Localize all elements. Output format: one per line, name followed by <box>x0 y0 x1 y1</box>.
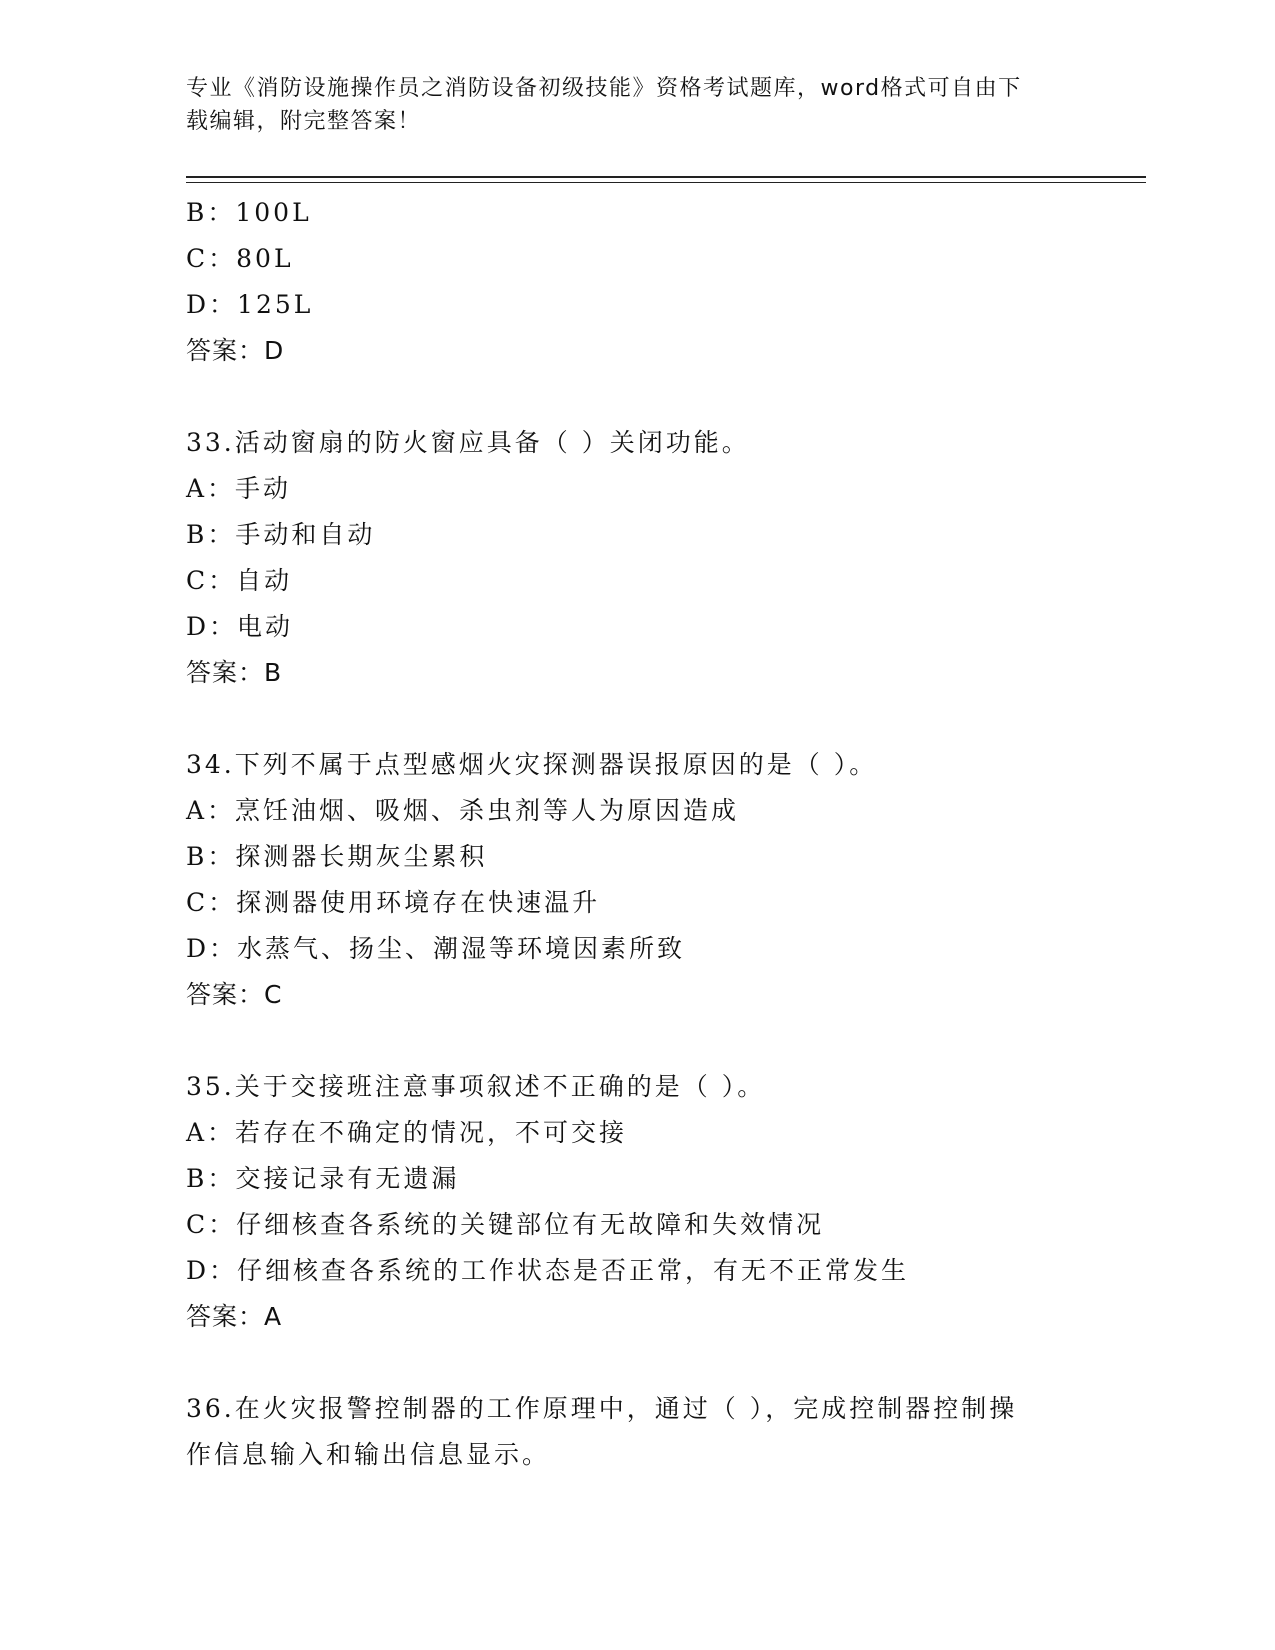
option-d: D：仔细核查各系统的工作状态是否正常，有无不正常发生 <box>186 1256 910 1285</box>
header-rule-thin <box>186 182 1146 183</box>
answer-line: 答案：C <box>186 980 283 1009</box>
option-b: B：交接记录有无遗漏 <box>186 1164 460 1193</box>
option-c: C：探测器使用环境存在快速温升 <box>186 888 601 917</box>
option-b: B：100L <box>186 198 312 227</box>
option-a: A：手动 <box>186 474 292 503</box>
answer-line: 答案：A <box>186 1302 283 1331</box>
option-c: C：自动 <box>186 566 293 595</box>
option-d: D：125L <box>186 290 314 319</box>
answer-line: 答案：B <box>186 658 283 687</box>
option-c: C：仔细核查各系统的关键部位有无故障和失效情况 <box>186 1210 825 1239</box>
question-stem: 33.活动窗扇的防火窗应具备（ ）关闭功能。 <box>186 428 750 457</box>
question-stem-36 <box>186 1386 1146 1478</box>
option-a: A：若存在不确定的情况，不可交接 <box>186 1118 628 1147</box>
question-stem: 35.关于交接班注意事项叙述不正确的是（ ）。 <box>186 1072 766 1101</box>
header-line-2: 载编辑，附完整答案！ <box>186 109 422 134</box>
option-b: B：手动和自动 <box>186 520 376 549</box>
option-c: C：80L <box>186 244 294 273</box>
question-content <box>186 190 1146 1478</box>
option-d: D：水蒸气、扬尘、潮湿等环境因素所致 <box>186 934 686 963</box>
question-stem: 34.下列不属于点型感烟火灾探测器误报原因的是（ ）。 <box>186 750 878 779</box>
question-stem-line-2: 作信息输入和输出信息显示。 <box>186 1440 551 1469</box>
header-rule-thick <box>186 176 1146 178</box>
answer-line: 答案：D <box>186 336 285 365</box>
option-a: A：烹饪油烟、吸烟、杀虫剂等人为原因造成 <box>186 796 740 825</box>
option-d: D：电动 <box>186 612 294 641</box>
question-stem-line-1: 36.在火灾报警控制器的工作原理中，通过（ ），完成控制器控制操 <box>186 1394 1018 1423</box>
document-header <box>186 72 1066 138</box>
option-b: B：探测器长期灰尘累积 <box>186 842 488 871</box>
header-line-1: 专业《消防设施操作员之消防设备初级技能》资格考试题库，word格式可自由下 <box>186 76 1022 101</box>
